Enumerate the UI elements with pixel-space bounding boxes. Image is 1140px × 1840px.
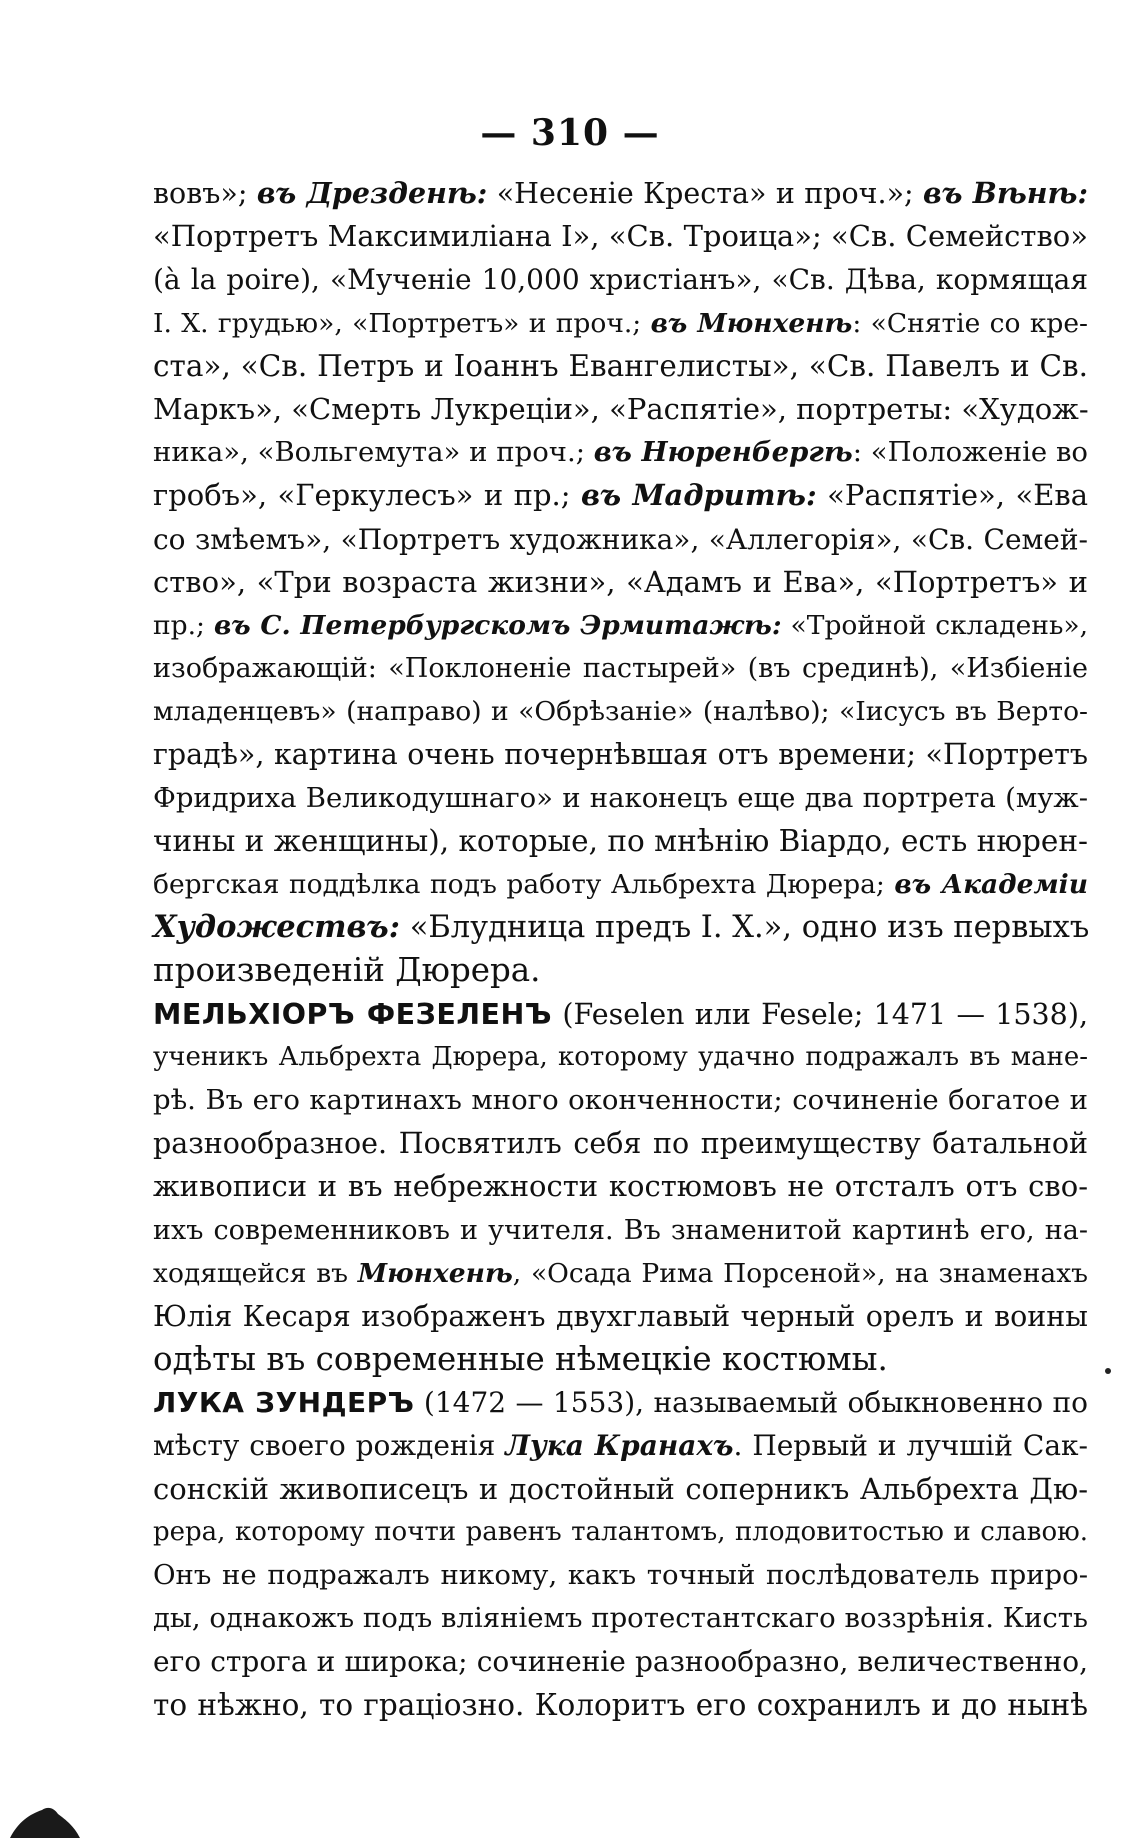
italic-place-phrase: въ Академіи: [894, 869, 1088, 900]
text-segment: со змѣемъ», «Портретъ художника», «Аллегорія», «Св. Семей-: [153, 522, 1088, 556]
text-line: [153, 906, 1088, 949]
text-line: [153, 1252, 1088, 1295]
text-segment: его строга и широка; сочиненіе разнообразно, величественно,: [153, 1645, 1088, 1679]
text-line: [153, 172, 1088, 215]
italic-place-phrase: въ С. Петербургскомъ Эрмитажѣ:: [213, 609, 782, 641]
text-line: [153, 388, 1088, 431]
text-line: [153, 1468, 1088, 1511]
text-segment: : «Снятіе со кре-: [852, 307, 1088, 339]
ink-blot-mark: [8, 1800, 82, 1840]
text-line: [153, 561, 1088, 604]
text-segment: : «Положеніе во: [852, 436, 1088, 469]
text-line: [153, 777, 1088, 820]
text-segment: (Feselen или Fesele; 1471 — 1538),: [552, 997, 1088, 1031]
text-segment: ды, однакожъ подъ вліяніемъ протестантскаго воззрѣнія. Кисть: [153, 1602, 1088, 1635]
text-segment: градѣ», картина очень почернѣвшая отъ времени; «Портретъ: [153, 738, 1088, 772]
italic-place-phrase: въ Нюренбергѣ: [593, 436, 853, 469]
text-line: [153, 518, 1088, 561]
text-line: [153, 1036, 1088, 1079]
body-text: [153, 172, 1088, 1727]
artist-name-heading: ЛУКА ЗУНДЕРЪ: [153, 1386, 415, 1420]
text-line: [153, 863, 1088, 906]
text-line: [153, 604, 1088, 647]
margin-ink-dot: [1105, 1368, 1111, 1374]
text-segment: вовъ»;: [153, 177, 257, 210]
text-segment: то нѣжно, то граціозно. Колоритъ его сохранилъ и до нынѣ: [153, 1687, 1088, 1722]
text-segment: ника», «Вольгемута» и проч.;: [153, 436, 594, 469]
text-segment: «Портретъ Максимиліана I», «Св. Троица»; «Св. Семейство»: [153, 219, 1088, 254]
text-segment: разнообразное. Посвятилъ себя по преимуществу батальной: [153, 1127, 1088, 1161]
text-segment: (à la poire), «Мученіе 10,000 христіанъ», «Св. Дѣва, кормящая: [153, 263, 1088, 297]
italic-place-phrase: въ Дрезденѣ:: [256, 176, 488, 210]
text-line: [153, 1511, 1088, 1554]
text-line: [153, 1209, 1088, 1252]
text-segment: сонскій живописецъ и достойный соперникъ Альбрехта Дю-: [153, 1471, 1088, 1506]
text-segment: рѣ. Въ его картинахъ много оконченности; сочиненіе богатое и: [153, 1083, 1088, 1116]
text-line: [153, 1684, 1088, 1727]
page-number: — 310 —: [480, 112, 660, 154]
text-segment: пр.;: [153, 609, 214, 641]
text-line: [153, 345, 1088, 388]
text-line: [153, 1165, 1088, 1208]
text-segment: «Распятіе», «Ева: [816, 478, 1088, 513]
text-line: [153, 949, 1088, 992]
text-segment: Онъ не подражалъ никому, какъ точный послѣдователь приро-: [153, 1559, 1088, 1591]
text-segment: . Первый и лучшій Сак-: [733, 1429, 1088, 1463]
text-line: [153, 733, 1088, 776]
text-segment: I. X. грудью», «Портретъ» и проч.;: [153, 307, 651, 339]
italic-place-phrase: Художествъ:: [153, 909, 400, 946]
text-line: [153, 1554, 1088, 1597]
text-segment: Маркъ», «Смерть Лукреціи», «Распятіе», портреты: «Худож-: [153, 391, 1089, 426]
text-segment: ихъ современниковъ и учителя. Въ знаменитой картинѣ его, на-: [153, 1214, 1088, 1246]
text-segment: ходящейся въ: [153, 1257, 358, 1289]
italic-place-phrase: Мюнхенѣ: [357, 1257, 513, 1289]
text-line: [153, 820, 1088, 863]
text-segment: младенцевъ» (направо) и «Обрѣзаніе» (налѣво); «Іисусъ въ Верто-: [153, 696, 1088, 728]
text-line: [153, 1295, 1088, 1338]
text-segment: «Тройной складень»,: [781, 609, 1089, 641]
text-segment: мѣсту своего рожденія: [153, 1429, 506, 1463]
artist-name-heading: МЕЛЬХІОРЪ ФЕЗЕЛЕНЪ: [153, 997, 553, 1031]
text-segment: Юлія Кесаря изображенъ двухглавый черный орелъ и воины: [153, 1299, 1088, 1333]
italic-place-phrase: въ Вѣнѣ:: [923, 176, 1088, 210]
text-segment: , «Осада Рима Порсеной», на знаменахъ: [512, 1257, 1089, 1289]
text-line: [153, 1597, 1088, 1640]
text-segment: одѣты въ современные нѣмецкіе костюмы.: [153, 1340, 888, 1379]
text-line: [153, 302, 1088, 345]
text-segment: ство», «Три возраста жизни», «Адамъ и Ева», «Портретъ» и: [153, 564, 1088, 599]
text-segment: «Несеніе Креста» и проч.»;: [487, 177, 924, 210]
text-segment: ученикъ Альбрехта Дюрера, которому удачно подражалъ въ мане-: [153, 1041, 1088, 1072]
text-segment: чины и женщины), которые, по мнѣнію Віардо, есть нюрен-: [153, 823, 1088, 858]
italic-place-phrase: въ Мюнхенѣ: [650, 307, 853, 339]
text-segment: живописи и въ небрежности костюмовъ не отсталъ отъ сво-: [153, 1169, 1088, 1204]
text-line: [153, 1079, 1088, 1122]
text-line: [153, 1338, 1088, 1381]
text-segment: бергская поддѣлка подъ работу Альбрехта Дюрера;: [153, 869, 895, 900]
text-line: [153, 1381, 1088, 1424]
text-line: [153, 690, 1088, 733]
text-segment: произведеній Дюрера.: [153, 951, 541, 990]
text-segment: гробъ», «Геркулесъ» и пр.;: [153, 478, 581, 513]
text-segment: «Блудница предъ I. X.», одно изъ первыхъ: [400, 910, 1090, 946]
text-line: [153, 215, 1088, 258]
text-line: [153, 431, 1088, 474]
text-segment: изображающій: «Поклоненіе пастырей» (въ срединѣ), «Избіеніе: [153, 653, 1088, 685]
text-line: [153, 647, 1088, 690]
text-line: [153, 993, 1088, 1036]
text-line: [153, 258, 1088, 301]
text-segment: рера, которому почти равенъ талантомъ, плодовитостью и славою.: [153, 1516, 1088, 1547]
text-line: [153, 1424, 1088, 1467]
text-line: [153, 474, 1088, 517]
text-segment: Фридриха Великодушнаго» и наконецъ еще два портрета (муж-: [153, 781, 1088, 814]
text-line: [153, 1122, 1088, 1165]
italic-place-phrase: Лука Кранахъ: [505, 1429, 734, 1463]
text-segment: ста», «Св. Петръ и Іоаннъ Евангелисты», «Св. Павелъ и Св.: [153, 348, 1088, 383]
text-segment: (1472 — 1553), называемый обыкновенно по: [414, 1386, 1089, 1420]
text-line: [153, 1640, 1088, 1683]
italic-place-phrase: въ Мадритѣ:: [580, 478, 817, 513]
